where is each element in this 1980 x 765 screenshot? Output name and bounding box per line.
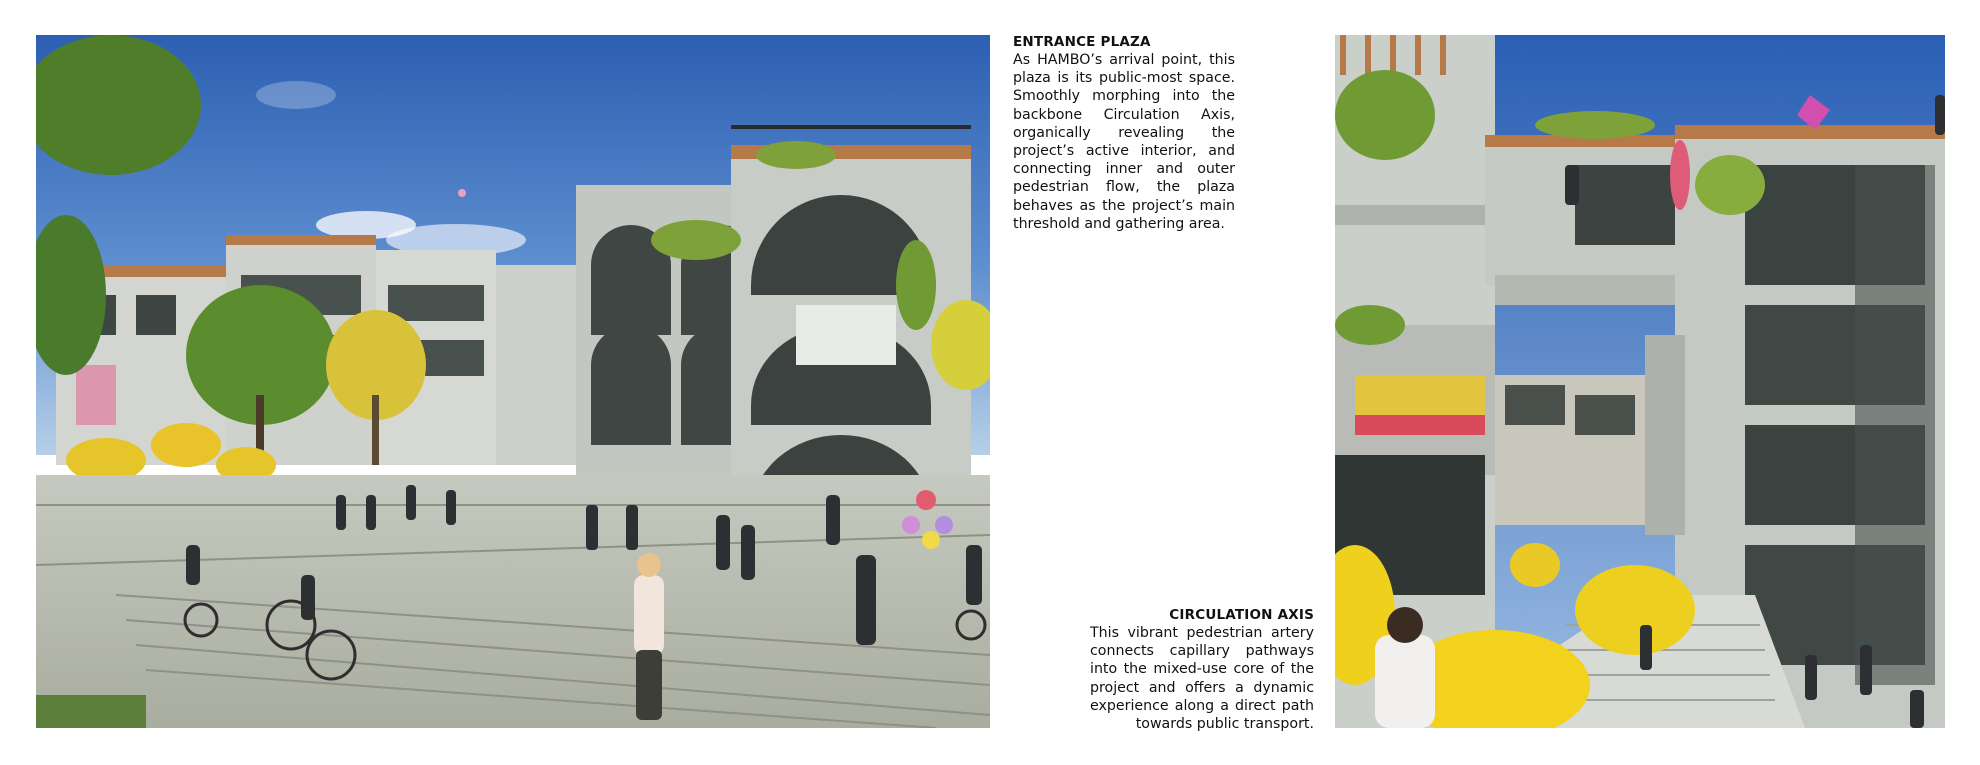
- entrance-plaza-rendering: [36, 35, 990, 728]
- entrance-plaza-description: As HAMBO’s arrival point, this plaza is its public-most space. Smoothly morphing into the backbone Circulation Axis, organically revealing the project’s active interior, and connecting inner and outer pedestrian flow, the plaza behaves as the project’s main threshold and gathering area.: [1013, 52, 1235, 232]
- entrance-plaza-title: ENTRANCE PLAZA: [1013, 34, 1151, 50]
- circulation-axis-rendering: [1335, 35, 1945, 728]
- entrance-plaza-illustration: [36, 35, 990, 728]
- circulation-axis-title: CIRCULATION AXIS: [1169, 607, 1314, 623]
- circulation-axis-description: This vibrant pedestrian artery connects capillary pathways into the mixed-use core of the project and offers a dynamic experience along a direct path towards public transport.: [1090, 625, 1314, 733]
- entrance-plaza-caption: [1013, 34, 1235, 233]
- circulation-axis-illustration: [1335, 35, 1945, 728]
- circulation-axis-caption: [1090, 607, 1314, 733]
